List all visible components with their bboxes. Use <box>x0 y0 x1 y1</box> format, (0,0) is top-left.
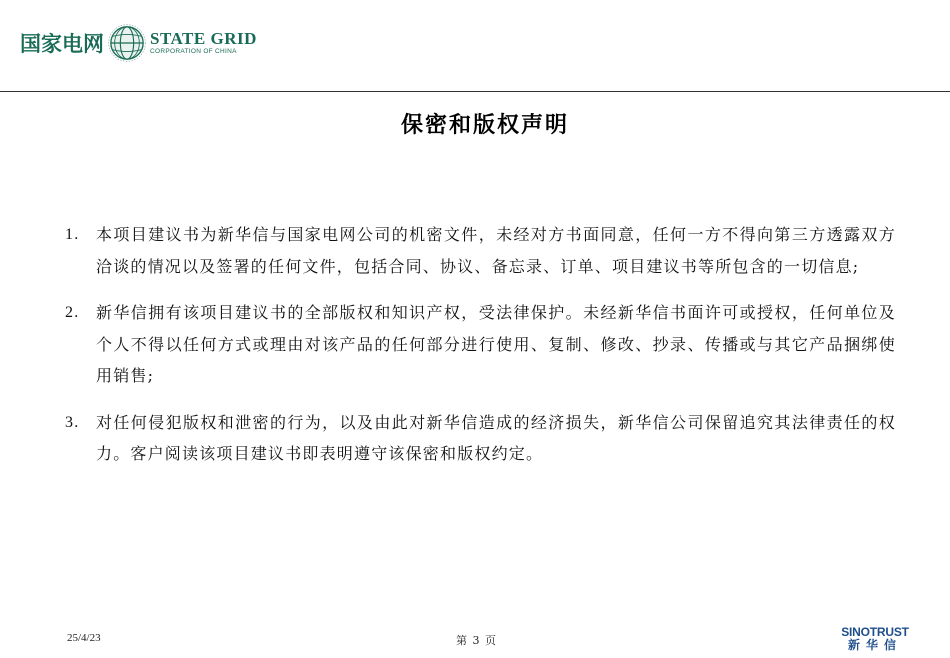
clause-text: 本项目建议书为新华信与国家电网公司的机密文件，未经对方书面同意，任何一方不得向第三方透露双方洽谈的情况以及签署的任何文件，包括合同、协议、备忘录、订单、项目建议书等所包含的一切信息; <box>96 225 896 276</box>
clause-number: 3. <box>65 413 80 431</box>
clause-item <box>64 407 896 470</box>
clause-number: 1. <box>65 226 80 243</box>
footer-date: 25/4/23 <box>67 632 101 644</box>
page-title: 保密和版权声明 <box>400 112 569 138</box>
clause-text: 新华信拥有该项目建议书的全部版权和知识产权，受法律保护。未经新华信书面许可或授权，任何单位及个人不得以任何方式或理由对该产品的任何部分进行使用、复制、修改、抄录、传播或与其它产品捆绑使用销售; <box>96 303 896 385</box>
state-grid-logo <box>20 22 257 64</box>
clause-item <box>64 297 896 392</box>
page-number: 第 3 页 <box>456 634 497 647</box>
header-divider <box>0 91 950 92</box>
state-grid-logo-en-sub: CORPORATION OF CHINA <box>150 48 237 56</box>
clause-number: 2. <box>65 304 80 321</box>
clause-item <box>64 219 896 282</box>
clause-list <box>64 219 896 485</box>
sinotrust-logo <box>838 626 912 651</box>
state-grid-logo-cn: 国家电网 <box>20 32 104 56</box>
sinotrust-logo-cn: 新华信 <box>847 638 902 652</box>
state-grid-logo-en: STATE GRID <box>150 29 257 49</box>
globe-icon <box>108 24 146 62</box>
sinotrust-logo-en: SINOTRUST <box>841 625 909 639</box>
clause-text: 对任何侵犯版权和泄密的行为，以及由此对新华信造成的经济损失，新华信公司保留追究其法律责任的权力。客户阅读该项目建议书即表明遵守该保密和版权约定。 <box>96 412 896 463</box>
